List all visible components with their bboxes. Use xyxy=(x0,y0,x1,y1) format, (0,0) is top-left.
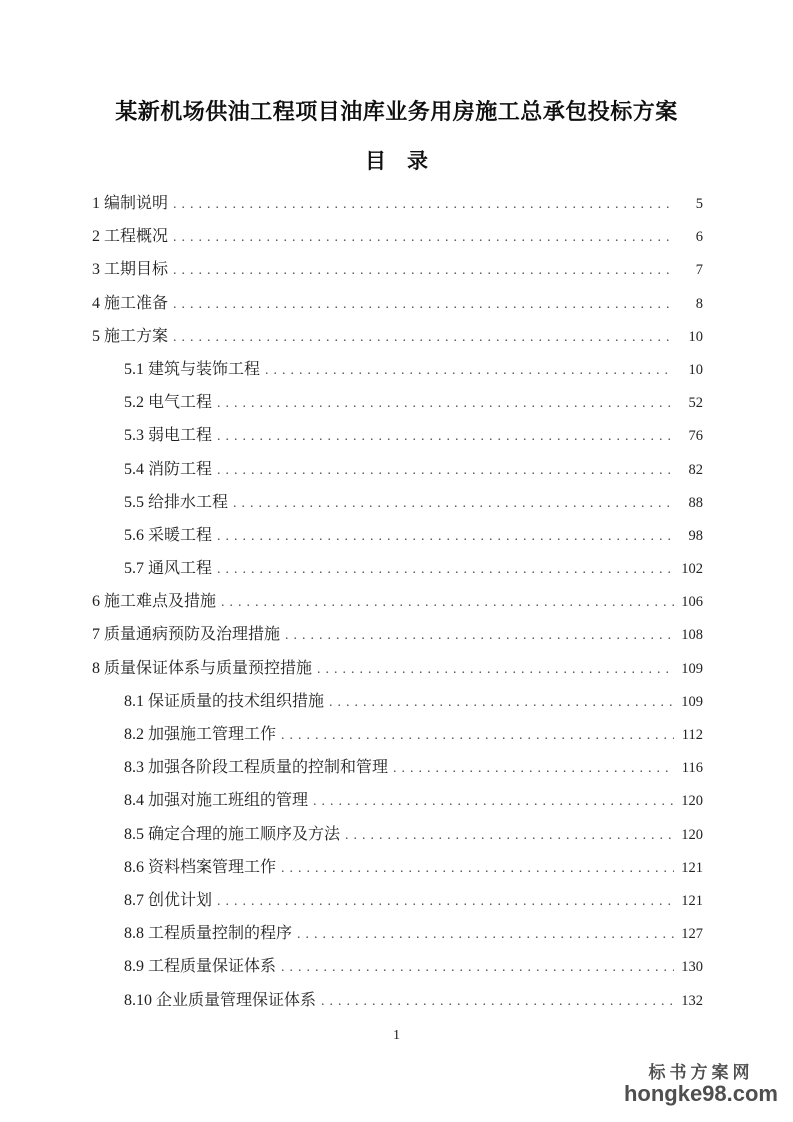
toc-entry-label: 8.4 加强对施工班组的管理 xyxy=(124,792,309,810)
page-number: 1 xyxy=(393,1028,400,1043)
toc-entry-label: 5.5 给排水工程 xyxy=(124,493,229,511)
toc-entry xyxy=(92,618,703,651)
toc-entry-label: 8 质量保证体系与质量预控措施 xyxy=(92,659,313,677)
toc-entry-label: 8.10 企业质量管理保证体系 xyxy=(124,991,317,1009)
toc-entry xyxy=(92,950,703,983)
toc-entry-label: 8.7 创优计划 xyxy=(124,891,213,909)
toc-dot-leader xyxy=(173,188,674,221)
toc-entry xyxy=(92,652,703,685)
toc-entry xyxy=(92,187,703,220)
toc-entry-page: 10 xyxy=(688,361,703,378)
toc-entry-page: 6 xyxy=(695,229,703,246)
toc-dot-leader xyxy=(329,686,674,719)
toc-entry-label: 8.3 加强各阶段工程质量的控制和管理 xyxy=(124,759,389,777)
toc-dot-leader xyxy=(217,553,674,586)
toc-entry-label: 2 工程概况 xyxy=(92,228,169,246)
toc-dot-leader xyxy=(217,520,674,553)
toc-dot-leader xyxy=(281,852,674,885)
toc-dot-leader xyxy=(173,288,674,321)
toc-dot-leader xyxy=(173,221,674,254)
toc-entry-page: 76 xyxy=(688,428,703,445)
toc-dot-leader xyxy=(393,752,674,785)
toc-dot-leader xyxy=(345,819,674,852)
toc-entry xyxy=(92,253,703,286)
toc-entry-page: 10 xyxy=(688,328,703,345)
toc-entry-page: 108 xyxy=(681,627,703,644)
toc-entry-page: 120 xyxy=(681,793,703,810)
document-title: 某新机场供油工程项目油库业务用房施工总承包投标方案 xyxy=(115,99,678,124)
toc-entry-label: 8.1 保证质量的技术组织措施 xyxy=(124,692,325,710)
toc-entry-page: 88 xyxy=(688,494,703,511)
toc-entry-page: 82 xyxy=(688,461,703,478)
toc-entry-label: 4 施工准备 xyxy=(92,294,169,312)
toc-entry xyxy=(92,519,703,552)
toc-entry-label: 5.1 建筑与装饰工程 xyxy=(124,360,261,378)
toc-entry xyxy=(92,585,703,618)
toc-dot-leader xyxy=(217,387,674,420)
watermark xyxy=(624,1063,778,1105)
toc-dot-leader xyxy=(285,619,674,652)
toc-entry-label: 8.6 资料档案管理工作 xyxy=(124,858,277,876)
toc-entry-label: 7 质量通病预防及治理措施 xyxy=(92,626,281,644)
toc-entry-page: 121 xyxy=(681,892,703,909)
toc-entry-label: 3 工期目标 xyxy=(92,261,169,279)
toc-entry-label: 5 施工方案 xyxy=(92,327,169,345)
watermark-site-url: hongke98.com xyxy=(623,1081,778,1106)
toc-entry xyxy=(92,984,703,1017)
toc-entry-page: 106 xyxy=(681,594,703,611)
toc-entry-page: 109 xyxy=(681,660,703,677)
toc-entry-page: 5 xyxy=(695,196,703,212)
toc-entry-page: 127 xyxy=(681,926,703,943)
toc-dot-leader xyxy=(217,885,674,918)
toc-dot-leader xyxy=(265,354,674,387)
toc-dot-leader xyxy=(233,487,674,520)
toc-entry xyxy=(92,884,703,917)
toc-entry-page: 130 xyxy=(681,959,703,976)
toc-entry xyxy=(92,784,703,817)
toc-dot-leader xyxy=(281,951,674,984)
toc-dot-leader xyxy=(217,420,674,453)
toc-entry-page: 109 xyxy=(681,693,703,710)
toc-entry-label: 8.8 工程质量控制的程序 xyxy=(124,925,293,943)
toc-entry-page: 120 xyxy=(681,826,703,843)
toc-entry xyxy=(92,386,703,419)
toc-entry-label: 8.2 加强施工管理工作 xyxy=(124,726,277,743)
toc-dot-leader xyxy=(321,985,674,1018)
toc-entry-page: 7 xyxy=(695,262,703,279)
toc-entry-label: 5.4 消防工程 xyxy=(124,460,213,478)
toc-entry xyxy=(92,419,703,452)
toc-entry-label: 8.5 确定合理的施工顺序及方法 xyxy=(124,825,341,843)
toc-entry-page: 116 xyxy=(681,760,703,777)
toc-dot-leader xyxy=(313,785,674,818)
toc-entry-label: 5.7 通风工程 xyxy=(124,560,213,578)
toc xyxy=(92,187,703,1017)
toc-entry xyxy=(92,353,703,386)
toc-entry xyxy=(92,751,703,784)
toc-dot-leader xyxy=(173,321,674,354)
toc-entry xyxy=(92,818,703,851)
watermark-site-name: 标书方案网 xyxy=(648,1063,754,1082)
toc-entry xyxy=(92,851,703,884)
toc-entry xyxy=(92,220,703,253)
toc-entry xyxy=(92,320,703,353)
toc-entry-page: 52 xyxy=(688,395,703,412)
toc-entry-label: 6 施工难点及措施 xyxy=(92,593,217,611)
toc-dot-leader xyxy=(217,454,674,487)
toc-heading: 目 录 xyxy=(365,149,428,173)
toc-entry xyxy=(92,718,703,751)
toc-dot-leader xyxy=(297,918,674,951)
toc-entry-page: 8 xyxy=(695,295,703,312)
toc-entry-page: 102 xyxy=(681,561,703,578)
toc-entry xyxy=(92,287,703,320)
toc-entry xyxy=(92,453,703,486)
toc-entry-label: 1 编制说明 xyxy=(92,195,169,212)
toc-dot-leader xyxy=(281,719,674,752)
toc-entry-page: 132 xyxy=(681,992,703,1009)
toc-dot-leader xyxy=(173,254,674,287)
toc-entry-label: 5.6 采暖工程 xyxy=(124,526,213,544)
toc-entry-label: 5.2 电气工程 xyxy=(124,394,213,412)
toc-entry-page: 121 xyxy=(681,859,703,876)
toc-entry xyxy=(92,486,703,519)
toc-entry-page: 112 xyxy=(681,727,703,743)
toc-entry xyxy=(92,685,703,718)
toc-entry-label: 8.9 工程质量保证体系 xyxy=(124,958,277,976)
toc-dot-leader xyxy=(317,653,674,686)
toc-entry-page: 98 xyxy=(688,527,703,544)
toc-entry-label: 5.3 弱电工程 xyxy=(124,427,213,445)
toc-entry xyxy=(92,552,703,585)
toc-dot-leader xyxy=(221,586,674,619)
toc-entry xyxy=(92,917,703,950)
